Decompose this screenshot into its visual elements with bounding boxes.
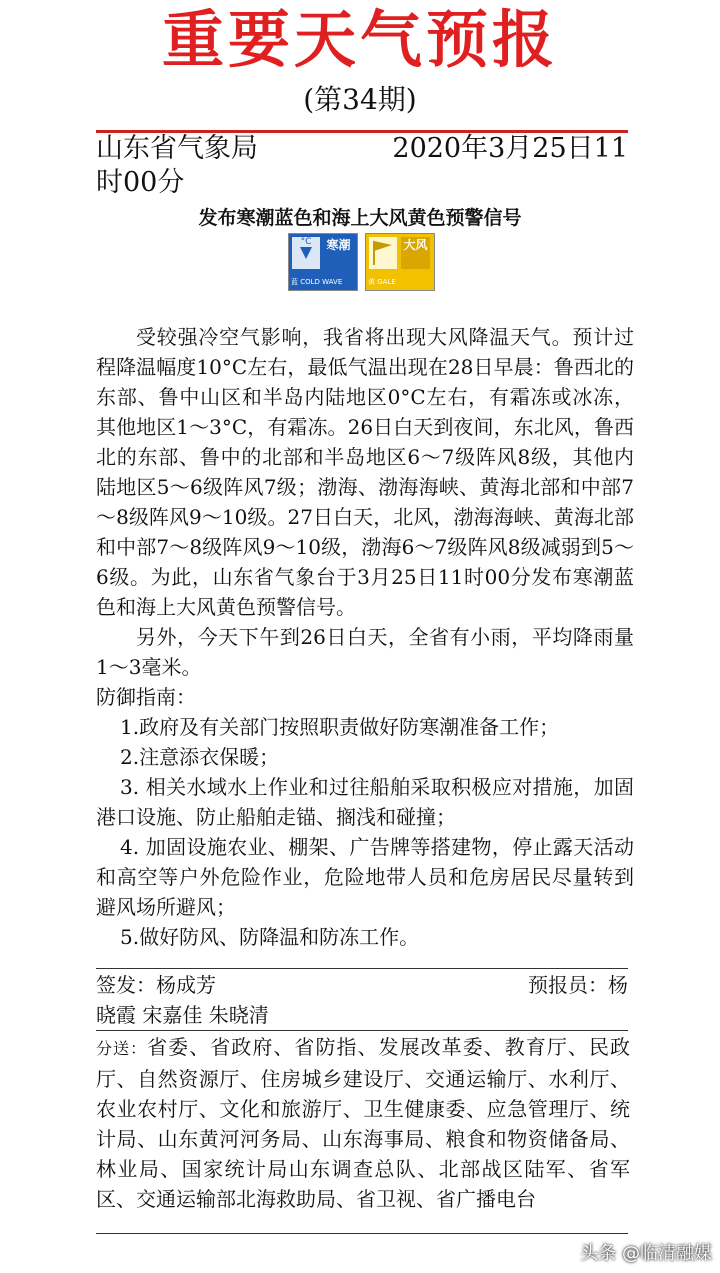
gale-english: GALE — [377, 278, 396, 286]
gale-yellow-icon — [365, 233, 435, 291]
cold-wave-english: COLD WAVE — [300, 278, 343, 286]
paragraph-rain: 另外，今天下午到26日白天，全省有小雨，平均降雨量1～3毫米。 — [96, 625, 634, 679]
wind-flag-icon — [369, 237, 397, 269]
cold-wave-label: 寒潮 — [326, 238, 351, 252]
guide-item: 5.做好防风、防降温和防冻工作。 — [120, 925, 420, 949]
watermark: 头条 @临清融媒 — [580, 1243, 712, 1264]
signature-row — [96, 970, 628, 1030]
down-arrow-icon — [296, 247, 316, 261]
guide-item: 4. 加固设施农业、棚架、广告牌等搭建物，停止露天活动和高空等户外危险作业，危险地带人员和危房居民尽量转到避风场所避风； — [96, 835, 634, 919]
guide-item: 1.政府及有关部门按照职责做好防寒潮准备工作； — [120, 715, 560, 739]
divider — [96, 1030, 628, 1031]
cold-wave-level: 蓝 — [291, 278, 298, 286]
gale-level: 黄 — [368, 278, 375, 286]
divider — [96, 1233, 628, 1234]
forecaster: 预报员：杨 — [528, 973, 628, 997]
gale-label: 大风 — [401, 237, 430, 269]
header-row — [96, 132, 628, 200]
signer: 签发：杨成芳 — [96, 973, 216, 997]
cold-wave-blue-icon — [288, 233, 358, 291]
guide-item: 3. 相关水域水上作业和过往船舶采取积极应对措施，加固港口设施、防止船舶走锚、搁浅和碰撞； — [96, 775, 634, 829]
temp-symbol: °C — [300, 237, 312, 247]
distribution-label: 分送： — [96, 1039, 148, 1058]
issue-date: 2020年3月25日11 — [392, 133, 628, 164]
cold-wave-caption — [291, 276, 355, 288]
distribution-text: 省委、省政府、省防指、发展改革委、教育厅、民政厅、自然资源厅、住房城乡建设厅、交通运输厅、水利厅、农业农村厅、文化和旅游厅、卫生健康委、应急管理厅、统计局、山东黄河河务局、山东海事局、粮食和物资储备局、林业局、国家统计局山东调查总队、北部战区陆军、省军区、交通运输部北海救助局、省卫视、省广播电台 — [96, 1035, 630, 1211]
warning-icons — [0, 233, 720, 293]
paragraph-main: 受较强冷空气影响，我省将出现大风降温天气。预计过程降温幅度10°C左右，最低气温出现在28日早晨：鲁西北的东部、鲁中山区和半岛内陆地区0°C左右，有霜冻或冰冻，其他地区1～3°C，有霜冻。26日白天到夜间，东北风，鲁西北的东部、鲁中的北部和半岛地区6～7级阵风8级，其他内陆地区5～6级阵风7级；渤海、渤海海峡、黄海北部和中部7～8级阵风9～10级。27日白天，北风，渤海海峡、黄海北部和中部7～8级阵风9～10级，渤海6～7级阵风8级减弱到5～6级。为此，山东省气象台于3月25日11时00分发布寒潮蓝色和海上大风黄色预警信号。 — [96, 325, 634, 619]
guide-item: 2.注意添衣保暖； — [120, 745, 280, 769]
issue-time: 时00分 — [96, 167, 185, 198]
thermometer-icon — [292, 237, 320, 269]
issue-number: (第34期) — [303, 83, 417, 116]
flag-icon — [370, 237, 396, 267]
document-title: 重要天气预报 — [161, 3, 558, 76]
forecast-body — [96, 322, 634, 952]
divider — [96, 968, 628, 969]
guide-title: 防御指南： — [96, 685, 196, 709]
gale-caption — [368, 276, 432, 288]
warning-subtitle: 发布寒潮蓝色和海上大风黄色预警信号 — [198, 207, 522, 229]
forecaster-names: 晓霞 宋嘉佳 朱晓清 — [96, 1003, 269, 1027]
distribution-list — [96, 1032, 630, 1214]
issuer: 山东省气象局 — [96, 133, 258, 164]
